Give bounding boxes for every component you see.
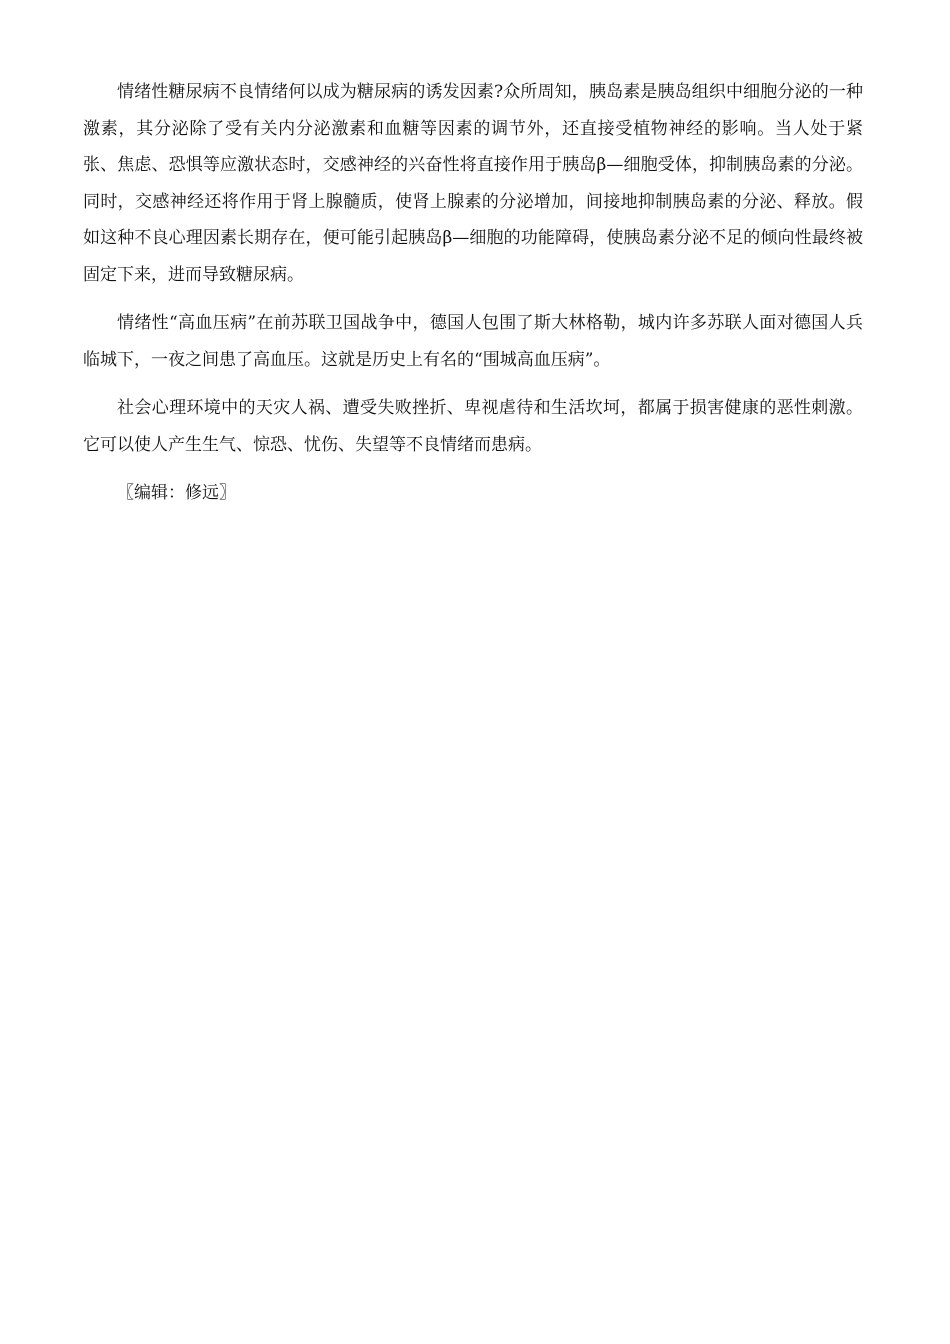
paragraph-social-environment: 社会心理环境中的天灾人祸、遭受失败挫折、卑视虐待和生活坎坷，都属于损害健康的恶性刺激。它可以使人产生生气、惊恐、忧伤、失望等不良情绪而患病。 <box>83 398 863 455</box>
paragraph-hypertension: 情绪性“高血压病”在前苏联卫国战争中，德国人包围了斯大林格勒，城内许多苏联人面对德国人兵临城下，一夜之间患了高血压。这就是历史上有名的“围城高血压病”。 <box>83 313 863 370</box>
paragraph-diabetes: 情绪性糖尿病不良情绪何以成为糖尿病的诱发因素?众所周知，胰岛素是胰岛组织中细胞分泌的一种激素，其分泌除了受有关内分泌激素和血糖等因素的调节外，还直接受植物神经的影响。当人处于紧张、焦虑、恐惧等应激状态时，交感神经的兴奋性将直接作用于胰岛β—细胞受体，抑制胰岛素的分泌。同时，交感神经还将作用于肾上腺髓质，使肾上腺素的分泌增加，间接地抑制胰岛素的分泌、释放。假如这种不良心理因素长期存在，便可能引起胰岛β—细胞的功能障碍，使胰岛素分泌不足的倾向性最终被固定下来，进而导致糖尿病。 <box>83 82 863 285</box>
document-body <box>83 74 863 512</box>
editor-note: 〖编辑：修远〗 <box>117 483 236 503</box>
